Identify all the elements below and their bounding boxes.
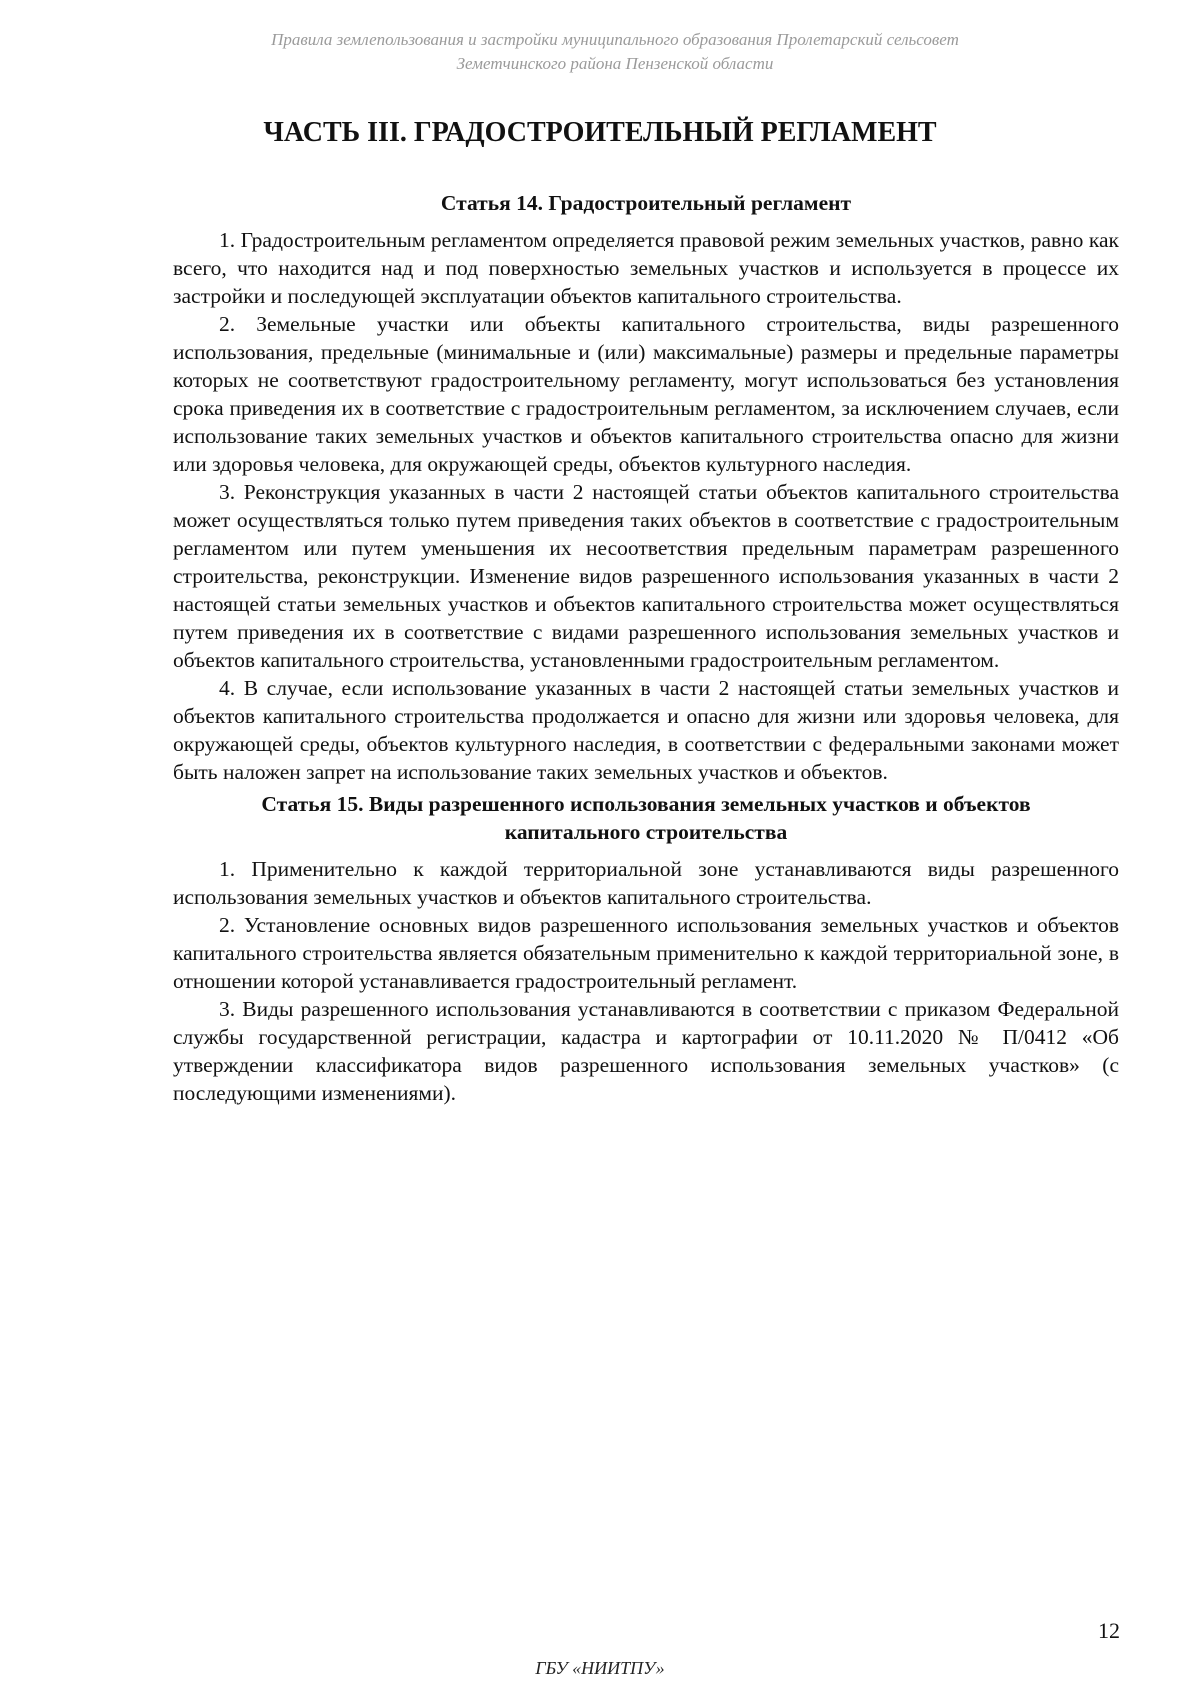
article-15-title xyxy=(173,790,1119,846)
running-header-line-2: Земетчинского района Пензенской области xyxy=(456,54,774,73)
article-14-paragraph-4: 4. В случае, если использование указанных в части 2 настоящей статьи земельных участков и объектов капитального строительства продолжается и опасно для жизни или здоровья человека, для окружающей среды, объектов культурного наследия, в соответствии с федеральными законами может быть наложен запрет на использование таких земельных участков и объектов. xyxy=(173,676,1119,784)
document-body xyxy=(173,189,1119,1107)
page-number: 12 xyxy=(1098,1618,1120,1643)
article-14-title: Статья 14. Градостроительный регламент xyxy=(440,191,852,215)
article-15-paragraph-1: 1. Применительно к каждой территориальной зоне устанавливаются виды разрешенного использования земельных участков и объектов капитального строительства. xyxy=(173,857,1119,909)
article-15-paragraph-2: 2. Установление основных видов разрешенного использования земельных участков и объектов капитального строительства является обязательным применительно к каждой территориальной зоне, в отношении которой устанавливается градостроительный регламент. xyxy=(173,913,1119,993)
running-header-line-1: Правила землепользования и застройки муниципального образования Пролетарский сельсовет xyxy=(271,30,959,49)
article-14-paragraph-1: 1. Градостроительным регламентом определяется правовой режим земельных участков, равно как всего, что находится над и под поверхностью земельных участков и используется в процессе их застройки и последующей эксплуатации объектов капитального строительства. xyxy=(173,228,1119,308)
article-15-paragraph-3: 3. Виды разрешенного использования устанавливаются в соответствии с приказом Федеральной службы государственной регистрации, кадастра и картографии от 10.11.2020 № П/0412 «Об утверждении классификатора видов разрешенного использования земельных участков» (с последующими изменениями). xyxy=(173,997,1119,1105)
article-15-title-line-1: Статья 15. Виды разрешенного использования земельных участков и объектов xyxy=(261,792,1031,816)
footer-organization: ГБУ «НИИТПУ» xyxy=(535,1658,665,1678)
running-header xyxy=(150,28,1080,76)
article-14-paragraph-2: 2. Земельные участки или объекты капитального строительства, виды разрешенного использования, предельные (минимальные и (или) максимальные) размеры и предельные параметры которых не соответствуют градостроительному регламенту, могут использоваться без установления срока приведения их в соответствие с градостроительным регламентом, за исключением случаев, если использование таких земельных участков и объектов капитального строительства опасно для жизни или здоровья человека, для окружающей среды, объектов культурного наследия. xyxy=(173,312,1119,476)
article-14-paragraph-3: 3. Реконструкция указанных в части 2 настоящей статьи объектов капитального строительства может осуществляться только путем приведения таких объектов в соответствие с градостроительным регламентом или путем уменьшения их несоответствия предельным параметрам разрешенного строительства, реконструкции. Изменение видов разрешенного использования указанных в части 2 настоящей статьи земельных участков и объектов капитального строительства может осуществляться путем приведения их в соответствие с видами разрешенного использования земельных участков и объектов капитального строительства, установленными градостроительным регламентом. xyxy=(173,480,1119,672)
article-15-title-line-2: капитального строительства xyxy=(504,820,788,844)
part-title: ЧАСТЬ III. ГРАДОСТРОИТЕЛЬНЫЙ РЕГЛАМЕНТ xyxy=(263,117,937,148)
